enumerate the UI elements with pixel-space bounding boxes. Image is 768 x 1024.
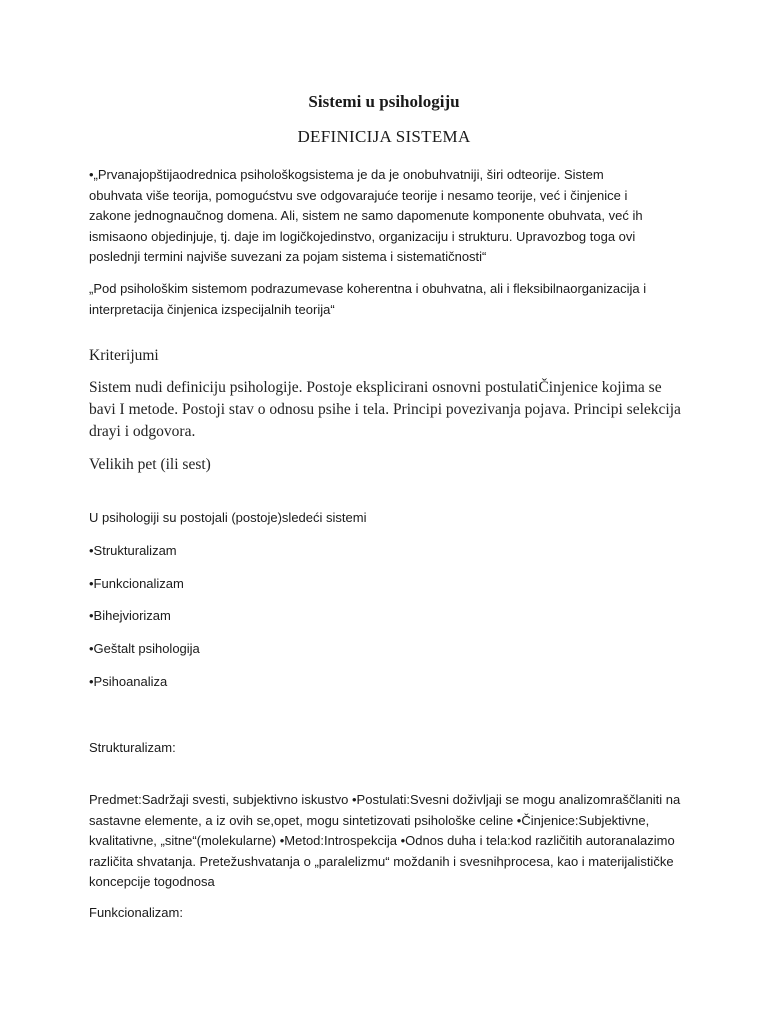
strukturalizam-heading: Strukturalizam:: [89, 740, 176, 755]
definition-quote-2: „Pod psihološkim sistemom podrazumevase koherentna i obuhvatna, ali i fleksibilnaorganizacija i interpretacija činjenica izspecijalnih teorija“: [89, 281, 647, 317]
kriterijumi-text: Sistem nudi definiciju psihologije. Postoje eksplicirani osnovni postulatiČinjenice kojima se bavi I metode. Postoji stav o odnosu psihe i tela. Principi povezivanja pojava. Principi selekcija drayi i odgovora.: [89, 379, 681, 440]
list-item-bihejviorizam: •Bihejviorizam: [89, 608, 171, 623]
sistemi-intro: U psihologiji su postojali (postoje)sledeći sistemi: [89, 510, 367, 525]
list-item-psihoanaliza: •Psihoanaliza: [89, 674, 168, 689]
funkcionalizam-heading: Funkcionalizam:: [89, 905, 183, 920]
definition-quote-1: •„Prvanajopštijaodrednica psihološkogsistema je da je onobuhvatniji, širi odteorije. Sistem obuhvata više teorija, pomogućstvu sve odgovarajuće teorije i nesamo teorije, već i činjenice i zakone jednognaučnog domena. Ali, sistem ne samo dapomenute komponente obuhvata, već ih ismisaono objedinjuje, tj. daje im logičkojedinstvo, organizaciju i strukturu. Upravozbog toga ovi poslednji termini najviše suvezani za pojam sistema i sistematičnosti“: [89, 167, 643, 264]
document-title: Sistemi u psihologiju: [308, 92, 460, 111]
strukturalizam-text: Predmet:Sadržaji svesti, subjektivno iskustvo •Postulati:Svesni doživljaji se mogu analizomraščlaniti na sastavne elemente, a iz ovih se,opet, mogu sintetizovati psihološke celine •Činjenice:Subjektivne, kvalitativne, „sitne“(molekularne) •Metod:Introspekcija •Odnos duha i tela:kod različitih autoranalazimo različita shvatanja. Pretežushvatanja o „paralelizmu“ moždanih i svesnihprocesa, kao i materijalističke koncepcije togodnosa: [89, 792, 681, 889]
velikih-pet-text: Velikih pet (ili sest): [89, 456, 211, 473]
section-title-definicija: DEFINICIJA SISTEMA: [297, 127, 471, 146]
kriterijumi-heading: Kriterijumi: [89, 347, 159, 364]
list-item-strukturalizam: •Strukturalizam: [89, 543, 177, 558]
list-item-funkcionalizam: •Funkcionalizam: [89, 576, 184, 591]
list-item-gestalt: •Geštalt psihologija: [89, 641, 200, 656]
